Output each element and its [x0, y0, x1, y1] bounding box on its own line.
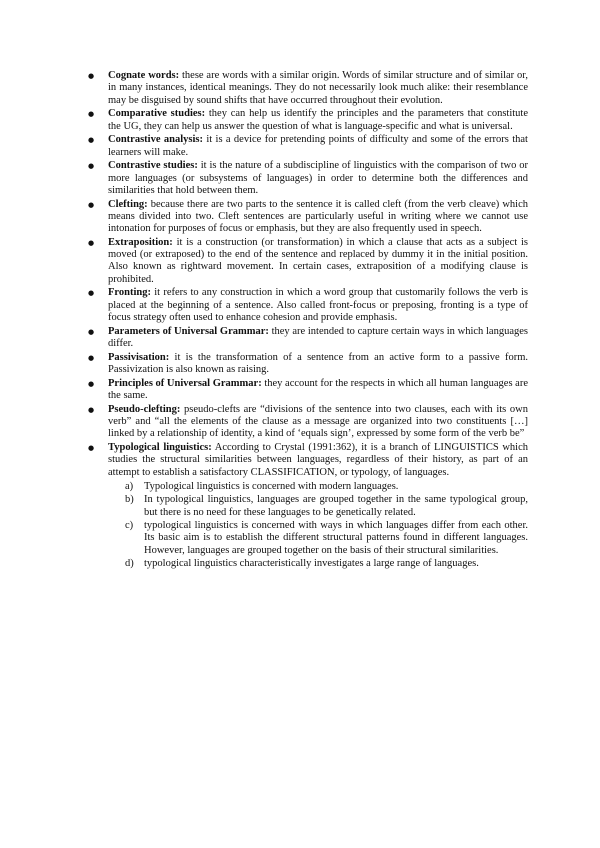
entry-definition: it is a construction (or transformation) in which a clause that acts as a subject is moved (or extraposed) to the end of the sentence and replaced by dummy it in the initial position. Also known as rightward movement. In certain cases, extraposition of a modifying clause is prohibited.: [108, 236, 528, 285]
entry-definition: they are intended to capture certain ways in which languages differ.: [108, 325, 528, 349]
sub-item: [108, 520, 528, 557]
entry-term: Contrastive studies:: [108, 160, 198, 172]
sub-item: [108, 494, 528, 519]
entry-definition: it is the transformation of a sentence from an active form to a passive form. Passivization is also known as raising.: [108, 351, 528, 375]
glossary-entry-passivisation: [108, 352, 528, 377]
sub-item: [108, 481, 528, 493]
glossary-entry-clefting: [108, 199, 528, 236]
sub-item-text: In typological linguistics, languages are grouped together in the same typological group, but there is no need for these languages to be genetically related.: [144, 494, 528, 518]
entry-definition: it refers to any construction in which a word group that customarily follows the verb is placed at the beginning of a sentence. Also called front-focus or preposing, fronting is a type of focus strategy often used to enhance cohesion and provide emphasis.: [108, 287, 528, 323]
entry-definition: these are words with a similar origin. Words of similar structure and of similar or, in many instances, identical meanings. They do not necessarily look much alike: their resemblance may be disguised by sound shifts that have occurred throughout their evolution.: [108, 70, 528, 106]
entry-definition: it is a device for pretending points of difficulty and some of the errors that learners will make.: [108, 134, 528, 158]
entry-term: Extraposition:: [108, 236, 173, 248]
glossary-entry-extraposition: [108, 237, 528, 286]
glossary-entry-contrastive-analysis: [108, 134, 528, 159]
glossary-list: [108, 70, 528, 572]
entry-term: Passivisation:: [108, 351, 170, 363]
entry-definition: pseudo-clefts are “divisions of the sentence into two clauses, each with its own verb” and “all the elements of the clause as a message are organized into two constituents […] linked by a relationship of identity, a kind of ‘equals sign’, expressed by some form of the verb be”: [108, 403, 528, 440]
entry-term: Fronting:: [108, 287, 151, 299]
glossary-entry-contrastive-studies: [108, 160, 528, 197]
entry-definition: According to Crystal (1991:362), it is a branch of LINGUISTICS which studies the structural similarities between languages, regardless of their history, as part of an attempt to establish a satisfactory CLASSIFICATION, or typology, of languages.: [108, 441, 528, 478]
entry-term: Contrastive analysis:: [108, 134, 203, 146]
typology-sublist: [108, 481, 528, 571]
entry-definition: they can help us identify the principles and the parameters that constitute the UG, they can help us answer the question of what is language-specific and what is universal.: [108, 108, 528, 132]
glossary-entry-fronting: [108, 287, 528, 324]
glossary-entry-parameters-ug: [108, 326, 528, 351]
glossary-entry-cognate-words: [108, 70, 528, 107]
sub-item-marker: b): [125, 494, 134, 506]
glossary-entry-principles-ug: [108, 378, 528, 403]
sub-item-text: typological linguistics characteristically investigates a large range of languages.: [144, 558, 479, 570]
entry-term: Pseudo-clefting:: [108, 403, 181, 415]
glossary-entry-typological-linguistics: [108, 442, 528, 571]
sub-item-marker: a): [125, 480, 134, 492]
entry-term: Clefting:: [108, 198, 148, 210]
glossary-entry-pseudo-clefting: [108, 404, 528, 441]
glossary-entry-comparative-studies: [108, 108, 528, 133]
entry-definition: they account for the respects in which all human languages are the same.: [108, 377, 528, 401]
sub-item-marker: d): [125, 558, 134, 570]
entry-term: Comparative studies:: [108, 108, 206, 120]
entry-term: Cognate words:: [108, 70, 180, 81]
sub-item-text: Typological linguistics is concerned with modern languages.: [144, 480, 399, 492]
sub-item-text: typological linguistics is concerned with ways in which languages differ from each other. Its basic aim is to establish the different structural patterns found in different languages. However, languages are grouped together on the basis of their structural similarities.: [144, 520, 528, 556]
entry-definition: it is the nature of a subdiscipline of linguistics with the comparison of two or more languages (or subsystems of languages) in order to determine both the differences and similarities that hold between them.: [108, 160, 528, 196]
entry-term: Parameters of Universal Grammar:: [108, 325, 269, 337]
entry-term: Typological linguistics:: [108, 441, 212, 453]
entry-definition: because there are two parts to the sentence it is called cleft (from the verb cleave) which means divided into two. Cleft sentences are particularly useful in writing where we cannot use intonation for purposes of focus or emphasis, but they are also frequently used in speech.: [108, 198, 528, 235]
entry-term: Principles of Universal Grammar:: [108, 377, 262, 389]
sub-item-marker: c): [125, 520, 134, 532]
sub-item: [108, 558, 528, 570]
